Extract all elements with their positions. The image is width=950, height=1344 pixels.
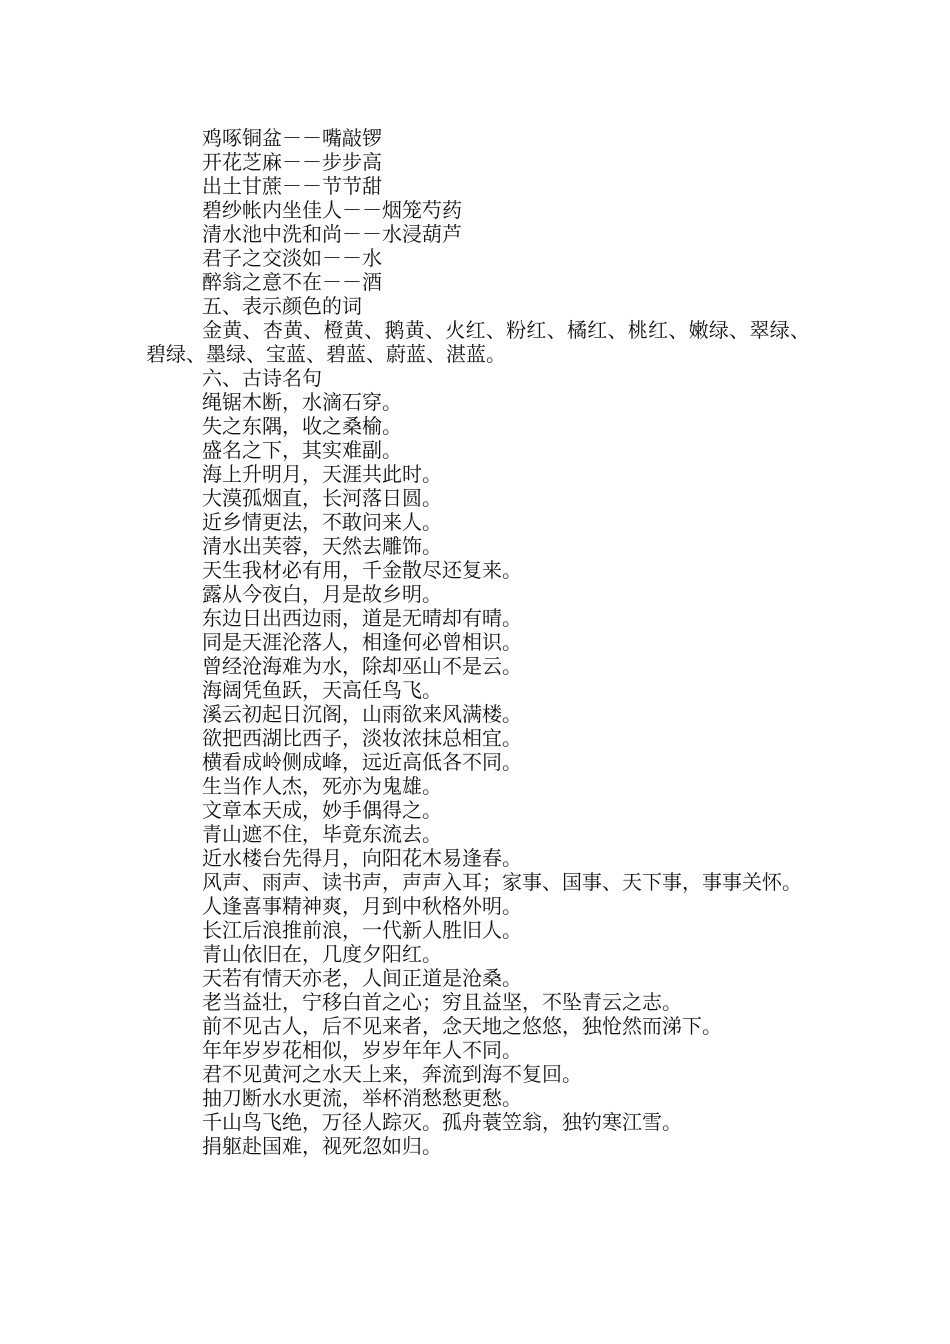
text-line: 千山鸟飞绝，万径人踪灭。孤舟蓑笠翁，独钓寒江雪。	[202, 1110, 682, 1134]
section-heading: 六、古诗名句	[202, 366, 322, 390]
text-line: 溪云初起日沉阁，山雨欲来风满楼。	[202, 702, 522, 726]
text-line: 失之东隅，收之桑榆。	[202, 414, 402, 438]
text-line: 长江后浪推前浪，一代新人胜旧人。	[202, 918, 522, 942]
text-line: 横看成岭侧成峰，远近高低各不同。	[202, 750, 522, 774]
section-heading: 五、表示颜色的词	[202, 294, 362, 318]
text-line: 年年岁岁花相似，岁岁年年人不同。	[202, 1038, 522, 1062]
text-line: 青山依旧在，几度夕阳红。	[202, 942, 442, 966]
text-line: 清水池中洗和尚－－水浸葫芦	[202, 222, 462, 246]
text-line: 老当益壮，宁移白首之心；穷且益坚，不坠青云之志。	[202, 990, 682, 1014]
text-line: 碧纱帐内坐佳人－－烟笼芍药	[202, 198, 462, 222]
text-paragraph: 风声、雨声、读书声，声声入耳；家事、国事、天下事，事事关怀。	[202, 870, 802, 894]
text-line: 同是天涯沦落人，相逢何必曾相识。	[202, 630, 522, 654]
text-line: 捐躯赴国难，视死忽如归。	[202, 1134, 442, 1158]
text-line: 欲把西湖比西子，淡妆浓抹总相宜。	[202, 726, 522, 750]
text-line: 出土甘蔗－－节节甜	[202, 174, 382, 198]
text-line: 青山遮不住，毕竟东流去。	[202, 822, 442, 846]
text-line: 盛名之下，其实难副。	[202, 438, 402, 462]
text-line: 人逢喜事精神爽，月到中秋格外明。	[202, 894, 522, 918]
text-line: 海阔凭鱼跃，天高任鸟飞。	[202, 678, 442, 702]
text-line: 君子之交淡如－－水	[202, 246, 382, 270]
text-line: 清水出芙蓉，天然去雕饰。	[202, 534, 442, 558]
text-line: 海上升明月，天涯共此时。	[202, 462, 442, 486]
text-line: 近水楼台先得月，向阳花木易逢春。	[202, 846, 522, 870]
text-line: 前不见古人，后不见来者，念天地之悠悠，独怆然而涕下。	[202, 1014, 722, 1038]
text-line: 开花芝麻－－步步高	[202, 150, 382, 174]
text-line: 君不见黄河之水天上来，奔流到海不复回。	[202, 1062, 582, 1086]
text-line: 天生我材必有用，千金散尽还复来。	[202, 558, 522, 582]
text-line: 醉翁之意不在－－酒	[202, 270, 382, 294]
document-page	[146, 126, 810, 1158]
text-paragraph: 金黄、杏黄、橙黄、鹅黄、火红、粉红、橘红、桃红、嫩绿、翠绿、碧绿、墨绿、宝蓝、碧蓝、蔚蓝、湛蓝。	[146, 318, 810, 366]
text-line: 绳锯木断，水滴石穿。	[202, 390, 402, 414]
text-line: 天若有情天亦老，人间正道是沧桑。	[202, 966, 522, 990]
text-line: 生当作人杰，死亦为鬼雄。	[202, 774, 442, 798]
text-line: 露从今夜白，月是故乡明。	[202, 582, 442, 606]
text-line: 大漠孤烟直，长河落日圆。	[202, 486, 442, 510]
text-line: 东边日出西边雨，道是无晴却有晴。	[202, 606, 522, 630]
text-line: 曾经沧海难为水，除却巫山不是云。	[202, 654, 522, 678]
text-line: 鸡啄铜盆－－嘴敲锣	[202, 126, 382, 150]
text-line: 文章本天成，妙手偶得之。	[202, 798, 442, 822]
text-line: 抽刀断水水更流，举杯消愁愁更愁。	[202, 1086, 522, 1110]
text-line: 近乡情更法，不敢问来人。	[202, 510, 442, 534]
